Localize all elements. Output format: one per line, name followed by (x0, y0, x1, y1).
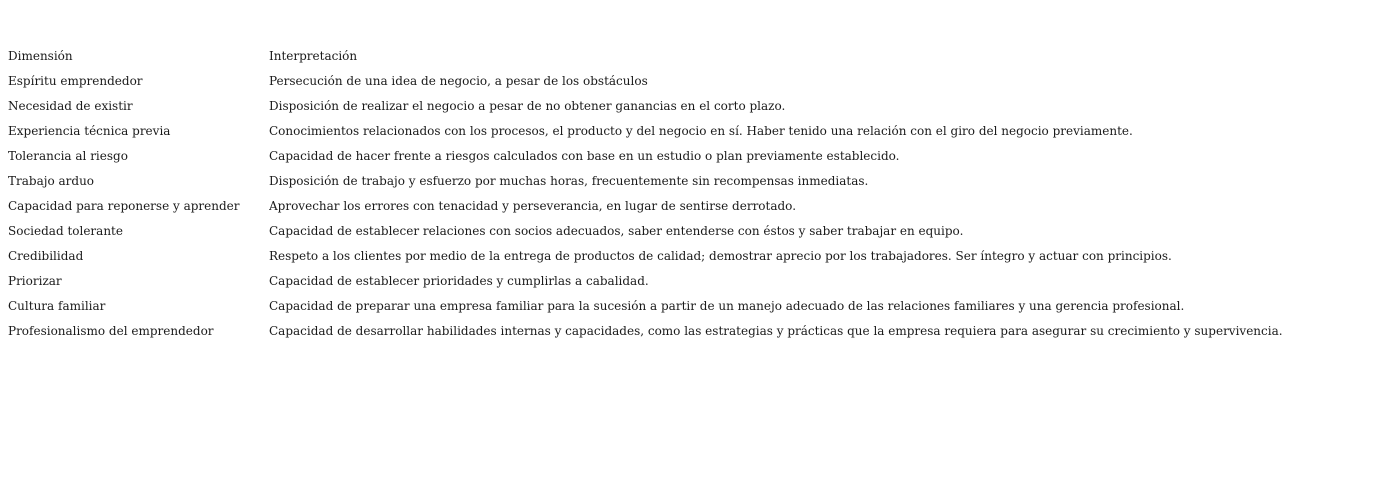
table-row (8, 194, 1383, 219)
cell-interpretation: Capacidad de desarrollar habilidades internas y capacidades, como las estrategias y prácticas que la empresa requiera para asegurar su crecimiento y supervivencia. (269, 324, 1283, 338)
table-row (8, 319, 1383, 344)
cell-interpretation: Disposición de trabajo y esfuerzo por muchas horas, frecuentemente sin recompensas inmediatas. (269, 174, 869, 188)
table-row (8, 119, 1383, 144)
cell-interpretation: Disposición de realizar el negocio a pesar de no obtener ganancias en el corto plazo. (269, 99, 786, 113)
cell-dimension: Tolerancia al riesgo (8, 149, 128, 163)
cell-interpretation: Capacidad de hacer frente a riesgos calculados con base en un estudio o plan previamente establecido. (269, 149, 900, 163)
cell-dimension: Espíritu emprendedor (8, 74, 143, 88)
cell-interpretation: Aprovechar los errores con tenacidad y perseverancia, en lugar de sentirse derrotado. (269, 199, 797, 213)
cell-dimension: Capacidad para reponerse y aprender (8, 199, 240, 213)
table-header-row (8, 44, 1383, 69)
header-interpretation: Interpretación (269, 49, 358, 63)
cell-dimension: Profesionalismo del emprendedor (8, 324, 214, 338)
cell-dimension: Credibilidad (8, 249, 84, 263)
table-row (8, 94, 1383, 119)
cell-interpretation: Capacidad de establecer relaciones con socios adecuados, saber entenderse con éstos y saber trabajar en equipo. (269, 224, 964, 238)
header-dimension: Dimensión (8, 49, 73, 63)
cell-dimension: Priorizar (8, 274, 62, 288)
cell-dimension: Sociedad tolerante (8, 224, 123, 238)
cell-dimension: Necesidad de existir (8, 99, 133, 113)
dimensions-table (8, 44, 1383, 344)
cell-interpretation: Capacidad de preparar una empresa familiar para la sucesión a partir de un manejo adecuado de las relaciones familiares y una gerencia profesional. (269, 299, 1185, 313)
table-row (8, 244, 1383, 269)
cell-interpretation: Respeto a los clientes por medio de la entrega de productos de calidad; demostrar aprecio por los trabajadores. Ser íntegro y actuar con principios. (269, 249, 1172, 263)
table-row (8, 219, 1383, 244)
cell-interpretation: Capacidad de establecer prioridades y cumplirlas a cabalidad. (269, 274, 649, 288)
table-row (8, 269, 1383, 294)
cell-dimension: Experiencia técnica previa (8, 124, 171, 138)
table-row (8, 144, 1383, 169)
cell-dimension: Cultura familiar (8, 299, 106, 313)
cell-interpretation: Conocimientos relacionados con los procesos, el producto y del negocio en sí. Haber tenido una relación con el giro del negocio previamente. (269, 124, 1133, 138)
cell-interpretation: Persecución de una idea de negocio, a pesar de los obstáculos (269, 74, 648, 88)
table-row (8, 169, 1383, 194)
cell-dimension: Trabajo arduo (8, 174, 95, 188)
table-body (8, 69, 1383, 344)
table-row (8, 69, 1383, 94)
table-row (8, 294, 1383, 319)
